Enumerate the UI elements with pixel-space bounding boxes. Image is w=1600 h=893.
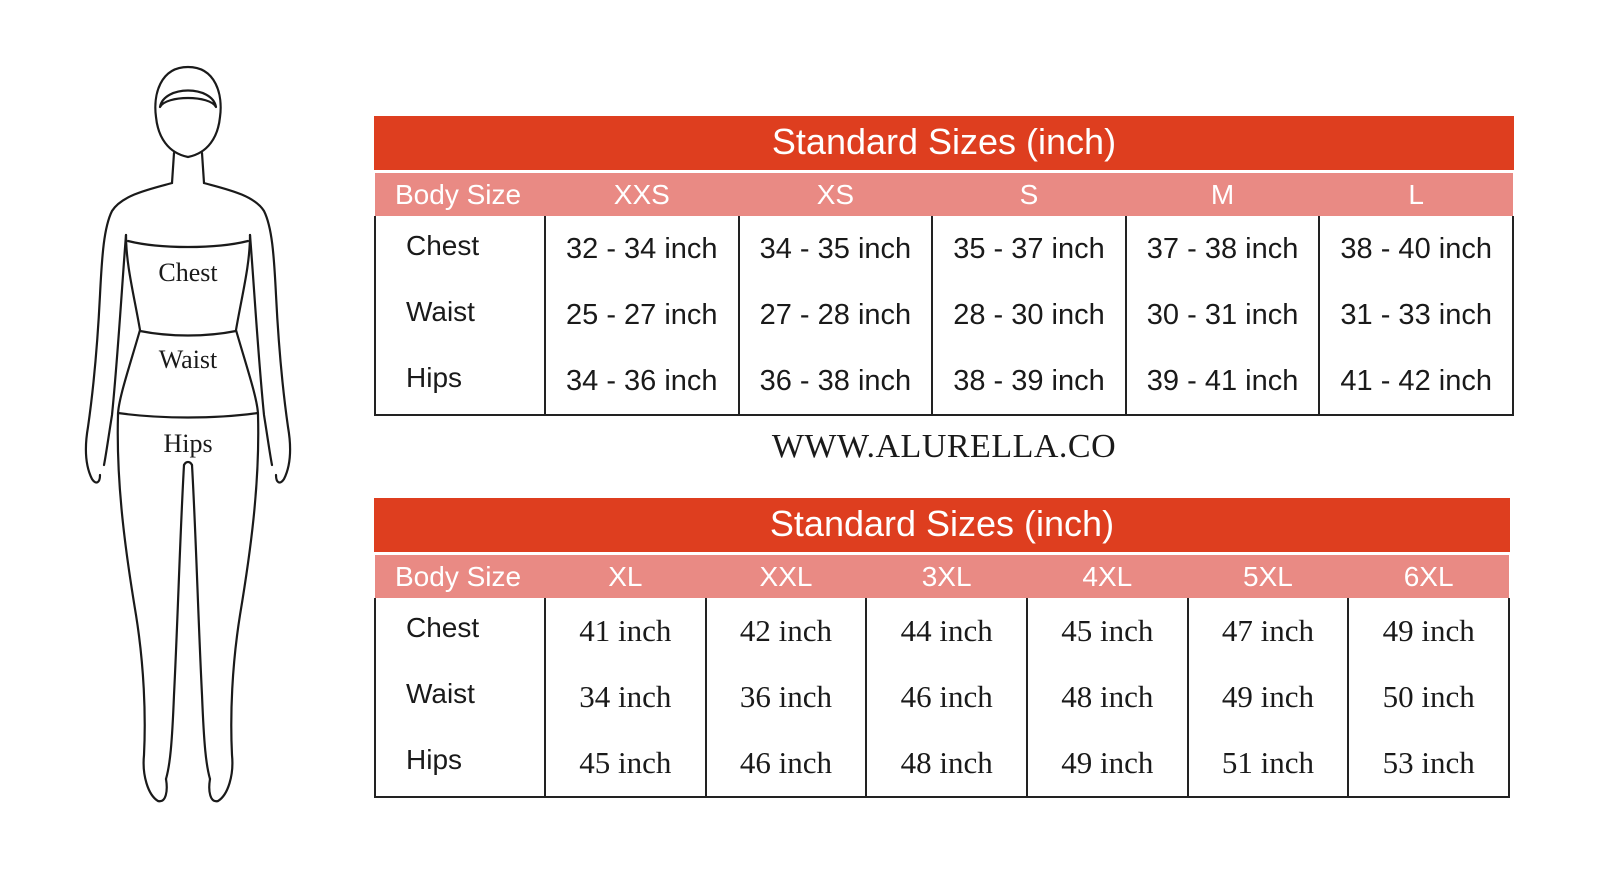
table-cell: 41 inch xyxy=(545,598,706,664)
table-row xyxy=(375,664,1509,730)
table-cell: 30 - 31 inch xyxy=(1126,282,1320,348)
table-cell: 47 inch xyxy=(1188,598,1349,664)
table-title: Standard Sizes (inch) xyxy=(374,498,1510,552)
header-size: S xyxy=(932,173,1126,216)
header-body-size: Body Size xyxy=(375,173,545,216)
table-cell: 53 inch xyxy=(1348,730,1509,797)
header-size: XXL xyxy=(706,555,867,598)
table-row xyxy=(375,598,1509,664)
row-label-chest: Chest xyxy=(375,216,545,282)
header-size: 5XL xyxy=(1188,555,1349,598)
table-header-row xyxy=(375,173,1513,216)
table-cell: 36 - 38 inch xyxy=(739,348,933,415)
table-cell: 48 inch xyxy=(1027,664,1188,730)
table-cell: 31 - 33 inch xyxy=(1319,282,1513,348)
table-cell: 34 - 35 inch xyxy=(739,216,933,282)
header-size: M xyxy=(1126,173,1320,216)
size-table-standard xyxy=(374,116,1514,416)
table-cell: 27 - 28 inch xyxy=(739,282,933,348)
row-label-hips: Hips xyxy=(375,730,545,797)
table-cell: 45 inch xyxy=(1027,598,1188,664)
table-cell: 41 - 42 inch xyxy=(1319,348,1513,415)
table-row xyxy=(375,282,1513,348)
row-label-hips: Hips xyxy=(375,348,545,415)
table-cell: 48 inch xyxy=(866,730,1027,797)
table-row xyxy=(375,730,1509,797)
website-url: WWW.ALURELLA.CO xyxy=(771,428,1117,465)
table-title: Standard Sizes (inch) xyxy=(374,116,1514,170)
row-label-waist: Waist xyxy=(375,664,545,730)
header-size: 3XL xyxy=(866,555,1027,598)
table-cell: 34 inch xyxy=(545,664,706,730)
body-silhouette-icon xyxy=(60,55,320,835)
table-cell: 44 inch xyxy=(866,598,1027,664)
size-table-plus xyxy=(374,498,1510,798)
header-size: XL xyxy=(545,555,706,598)
row-label-waist: Waist xyxy=(375,282,545,348)
row-label-chest: Chest xyxy=(375,598,545,664)
header-body-size: Body Size xyxy=(375,555,545,598)
table-cell: 38 - 39 inch xyxy=(932,348,1126,415)
table-cell: 39 - 41 inch xyxy=(1126,348,1320,415)
table-cell: 46 inch xyxy=(706,730,867,797)
table-cell: 49 inch xyxy=(1027,730,1188,797)
table-cell: 36 inch xyxy=(706,664,867,730)
table-cell: 45 inch xyxy=(545,730,706,797)
table-cell: 50 inch xyxy=(1348,664,1509,730)
size-table xyxy=(374,173,1514,416)
body-figure xyxy=(60,55,320,835)
header-size: L xyxy=(1319,173,1513,216)
header-size: 4XL xyxy=(1027,555,1188,598)
table-cell: 46 inch xyxy=(866,664,1027,730)
header-size: 6XL xyxy=(1348,555,1509,598)
table-cell: 38 - 40 inch xyxy=(1319,216,1513,282)
header-size: XS xyxy=(739,173,933,216)
table-cell: 32 - 34 inch xyxy=(545,216,739,282)
table-cell: 35 - 37 inch xyxy=(932,216,1126,282)
table-cell: 37 - 38 inch xyxy=(1126,216,1320,282)
table-cell: 49 inch xyxy=(1188,664,1349,730)
table-cell: 49 inch xyxy=(1348,598,1509,664)
figure-label-hips: Hips xyxy=(163,429,213,458)
table-header-row xyxy=(375,555,1509,598)
size-table xyxy=(374,555,1510,798)
table-cell: 34 - 36 inch xyxy=(545,348,739,415)
table-row xyxy=(375,348,1513,415)
table-cell: 25 - 27 inch xyxy=(545,282,739,348)
table-cell: 51 inch xyxy=(1188,730,1349,797)
header-size: XXS xyxy=(545,173,739,216)
figure-label-chest: Chest xyxy=(158,258,218,287)
table-cell: 28 - 30 inch xyxy=(932,282,1126,348)
table-cell: 42 inch xyxy=(706,598,867,664)
figure-label-waist: Waist xyxy=(158,345,218,374)
table-row xyxy=(375,216,1513,282)
